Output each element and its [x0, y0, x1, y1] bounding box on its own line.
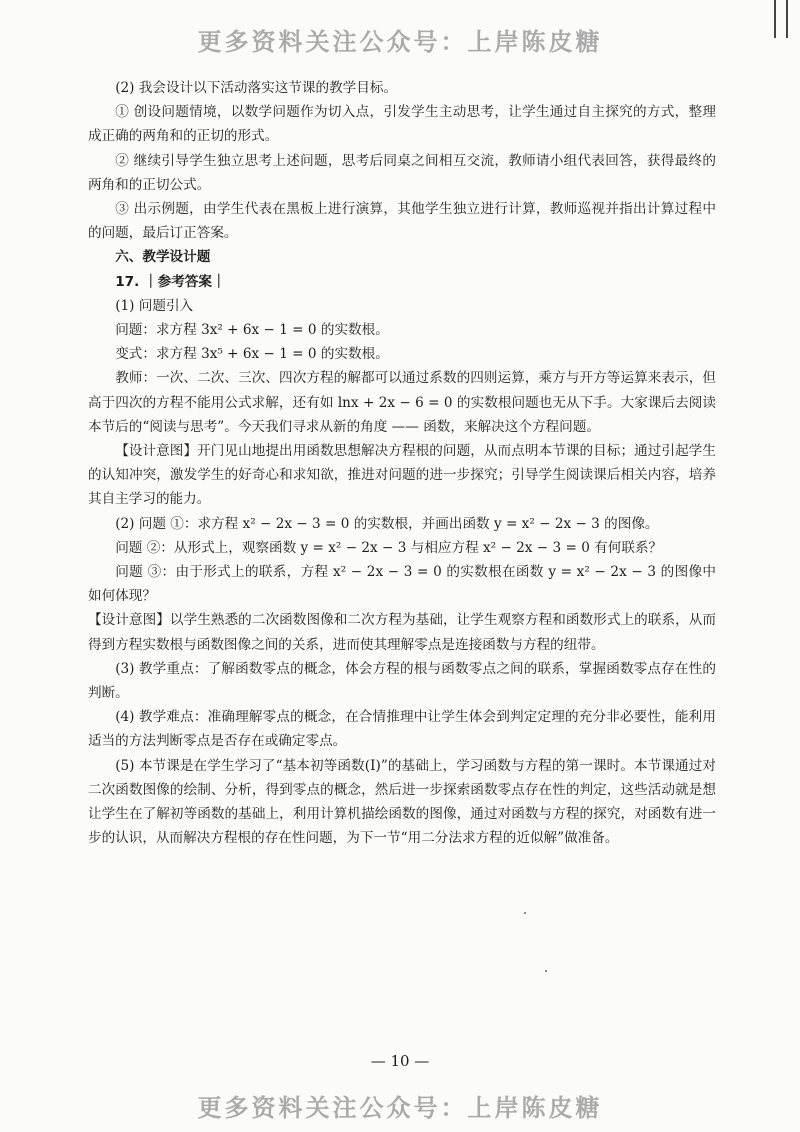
- paragraph: (2) 问题 ①：求方程 x² − 2x − 3 = 0 的实数根，并画出函数 y = x² − 2x − 3 的图像。: [115, 515, 659, 532]
- paragraph: ② 继续引导学生独立思考上述问题，思考后同桌之间相互交流，教师请小组代表回答，获得最终的两角和的正切公式。: [88, 152, 716, 193]
- watermark-top: 更多资料关注公众号：上岸陈皮糖: [197, 28, 603, 56]
- design-intent-paragraph: 【设计意图】开门见山地提出用函数思想解决方程根的问题，从而点明本节课的目标；通过引起学生的认知冲突，激发学生的好奇心和求知欲，推进对问题的进一步探究；引导学生阅读课后相关内容，培养其自主学习的能力。: [88, 443, 716, 508]
- paragraph: 问题 ③：由于形式上的联系，方程 x² − 2x − 3 = 0 的实数根在函数 y = x² − 2x − 3 的图像中如何体现？: [88, 564, 716, 605]
- paragraph: 变式：求方程 3x⁵ + 6x − 1 = 0 的实数根。: [115, 346, 389, 363]
- page-body: [88, 76, 716, 851]
- paragraph: (1) 问题引入: [115, 297, 194, 314]
- scan-speck: [524, 912, 526, 914]
- answer-heading: 17. ｜参考答案｜: [115, 273, 226, 290]
- design-intent-paragraph: 【设计意图】以学生熟悉的二次函数图像和二次方程为基础，让学生观察方程和函数形式上的联系，从而得到方程实数根与函数图像之间的关系，进而使其理解零点是连接函数与方程的纽带。: [88, 612, 716, 653]
- paragraph: 问题 ②：从形式上，观察函数 y = x² − 2x − 3 与相应方程 x² − 2x − 3 = 0 有何联系？: [115, 539, 663, 556]
- watermark-bottom: 更多资料关注公众号：上岸陈皮糖: [197, 1094, 603, 1122]
- paragraph: (3) 教学重点：了解函数零点的概念，体会方程的根与函数零点之间的联系，掌握函数零点存在性的判断。: [88, 660, 716, 702]
- paragraph: ③ 出示例题，由学生代表在黑板上进行演算，其他学生独立进行计算，教师巡视并指出计算过程中的问题，最后订正答案。: [88, 201, 716, 242]
- scan-speck: [545, 970, 547, 972]
- paragraph: (2) 我会设计以下活动落实这节课的教学目标。: [115, 80, 398, 96]
- paragraph: (5) 本节课是在学生学习了“基本初等函数(Ⅰ)”的基础上，学习函数与方程的第一课时。本节课通过对二次函数图像的绘制、分析，得到零点的概念，然后进一步探索函数零点存在性的判定，这些活动就是想让学生在了解初等函数的基础上，利用计算机描绘函数的图像，通过对函数与方程的探究，对函数有进一步的认识，从而解决方程根的存在性问题，为下一节“用二分法求方程的近似解”做准备。: [88, 757, 716, 847]
- corner-mark: [774, 0, 788, 38]
- paragraph: ① 创设问题情境，以数学问题作为切入点，引发学生主动思考，让学生通过自主探究的方式，整理成正确的两角和的正切的形式。: [88, 104, 716, 145]
- paragraph: (4) 教学难点：准确理解零点的概念，在合情推理中让学生体会到判定定理的充分非必要性，能利用适当的方法判断零点是否存在或确定零点。: [88, 709, 716, 750]
- paragraph: 问题：求方程 3x² + 6x − 1 = 0 的实数根。: [115, 322, 389, 339]
- section-heading: 六、教学设计题: [115, 249, 211, 266]
- paragraph: 教师：一次、二次、三次、四次方程的解都可以通过系数的四则运算，乘方与开方等运算来表示，但高于四次的方程不能用公式求解，还有如 lnx + 2x − 6 = 0 的实数根问题也无从下手。大家课后去阅读本节后的“阅读与思考”。今天我们寻求从新的角度 —— 函数，来解决这个方程问题。: [88, 370, 716, 435]
- page-number: — 10 —: [370, 1052, 430, 1070]
